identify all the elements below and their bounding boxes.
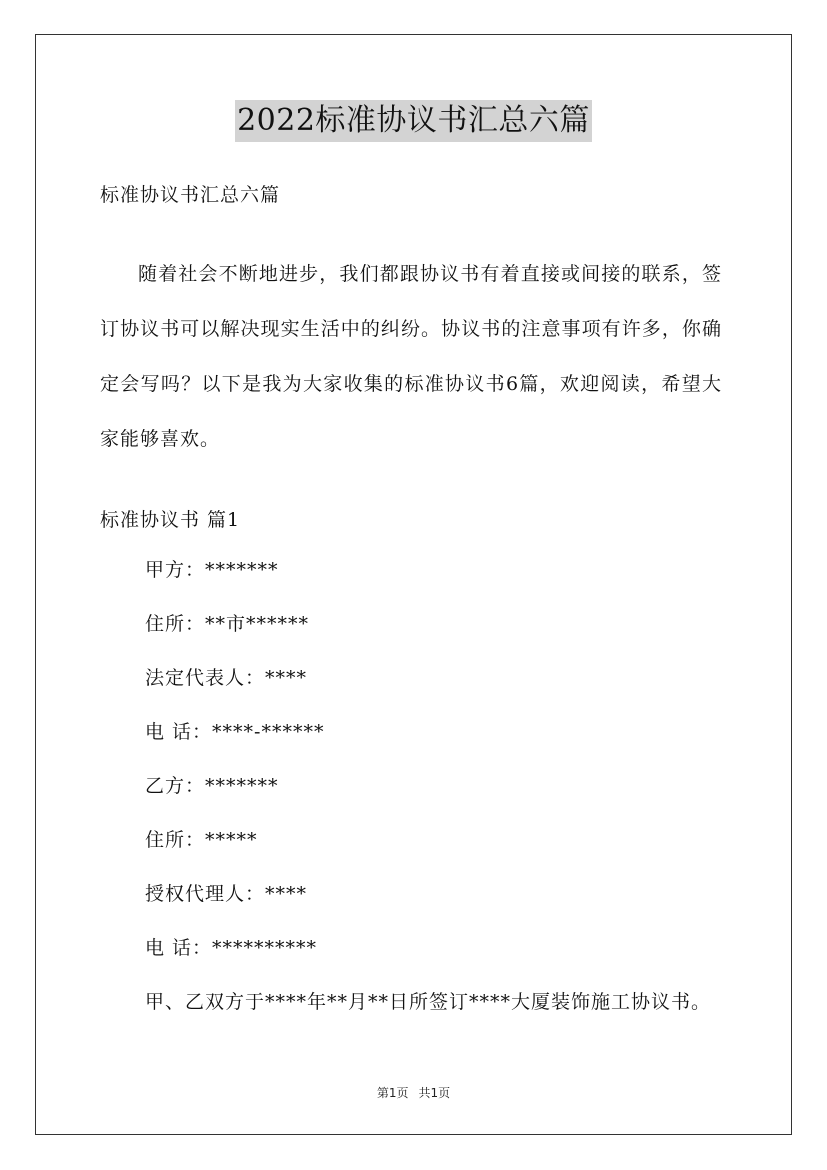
party-a-address: 住所：**市****** [145, 613, 310, 635]
page-number-total: 共1页 [418, 1086, 451, 1100]
party-b-agent: 授权代理人：**** [145, 883, 308, 905]
party-a-legal-rep: 法定代表人：**** [145, 667, 308, 689]
document-title: 2022标准协议书汇总六篇 [235, 100, 592, 142]
section-heading: 标准协议书 篇1 [100, 509, 241, 531]
document-subtitle: 标准协议书汇总六篇 [100, 184, 281, 206]
party-b-address: 住所：***** [145, 829, 258, 851]
party-field-list [145, 555, 711, 1041]
page-number-current: 第1页 [376, 1086, 409, 1100]
intro-paragraph: 随着社会不断地进步，我们都跟协议书有着直接或间接的联系，签订协议书可以解决现实生活中的纠纷。协议书的注意事项有许多，你确定会写吗？以下是我为大家收集的标准协议书6篇，欢迎阅读，希望大家能够喜欢。 [100, 263, 722, 450]
agreement-statement: 甲、乙双方于****年**月**日所签订****大厦装饰施工协议书。 [145, 991, 712, 1013]
party-b-phone: 电 话：********** [145, 937, 318, 959]
party-b-name: 乙方：******* [145, 775, 279, 797]
page-footer [0, 1084, 827, 1101]
party-a-name: 甲方：******* [145, 559, 279, 581]
title-container [0, 100, 827, 142]
party-a-phone: 电 话：****-****** [145, 721, 325, 743]
